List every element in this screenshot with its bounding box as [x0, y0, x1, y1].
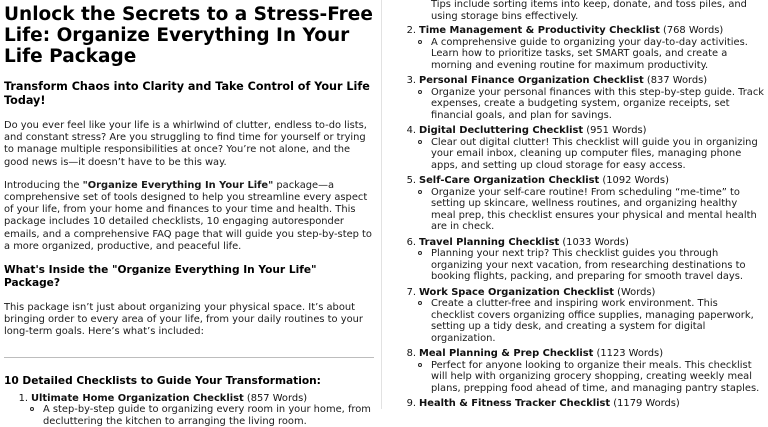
- item-description: Organize your self-care routine! From scheduling “me-time” to setting up skincare, wellness routines, and organizing healthy meal prep, this checklist ensures your physical and mental health are in check.: [431, 186, 757, 232]
- checklist-list-right: [402, 25, 764, 410]
- item-words: (1179 Words): [613, 398, 680, 409]
- circle-bullet-icon: [418, 301, 422, 305]
- list-item: [402, 75, 764, 121]
- item-title: Self-Care Organization Checklist: [419, 175, 600, 186]
- checklist-list-left: [4, 393, 374, 427]
- item-description: Create a clutter-free and inspiring work environment. This checklist covers organizing office supplies, managing paperwork, setting up a tidy desk, and creating a system for digital organization.: [431, 298, 754, 344]
- circle-bullet-icon: [418, 90, 422, 94]
- circle-bullet-icon: [418, 140, 422, 144]
- list-item: [14, 393, 374, 427]
- list-item: [402, 25, 764, 71]
- item-words: (1033 Words): [562, 236, 629, 248]
- item-words: (1092 Words): [602, 175, 669, 186]
- item-description: Perfect for anyone looking to organize their meals. This checklist will help with organizing grocery shopping, creating weekly meal plans, prepping food ahead of time, and managing pantry staples.: [431, 359, 760, 394]
- item-words: (837 Words): [646, 75, 708, 86]
- list-item: [402, 348, 764, 394]
- item-number: 5.: [406, 175, 416, 186]
- item-number: 6.: [406, 236, 416, 248]
- checklists-heading: 10 Detailed Checklists to Guide Your Transformation:: [4, 374, 321, 387]
- continued-description: Tips include sorting items into keep, donate, and toss piles, and using storage bins effectively.: [431, 0, 747, 22]
- circle-bullet-icon: [418, 190, 422, 194]
- item-title: Meal Planning & Prep Checklist: [419, 348, 594, 359]
- item-words: (857 Words): [246, 392, 308, 404]
- item-description: Clear out digital clutter! This checklist will guide you in organizing your email inbox, cleaning up computer files, managing phone apps, and setting up cloud storage for easy access.: [431, 136, 758, 171]
- item-number: 9.: [406, 398, 416, 409]
- list-item: [402, 398, 764, 410]
- item-title: Health & Fitness Tracker Checklist: [419, 398, 611, 409]
- item-title: Travel Planning Checklist: [419, 236, 560, 248]
- intro-paragraph-2: [4, 180, 374, 253]
- item-description: A comprehensive guide to organizing your day-to-day activities. Learn how to prioritize tasks, set SMART goals, and create a morning and evening routine for maximum productivity.: [431, 36, 748, 71]
- circle-bullet-icon: [418, 363, 422, 367]
- item-description: A step-by-step guide to organizing every room in your home, from decluttering the kitchen to arranging the living room.: [43, 404, 371, 427]
- circle-bullet-icon: [418, 251, 422, 255]
- item-words: (Words): [617, 286, 656, 298]
- list-item: [402, 237, 764, 283]
- inside-paragraph: This package isn’t just about organizing your physical space. It’s about bringing order to every area of your life, from your daily routines to your long-term goals. Here’s what’s included:: [4, 302, 363, 338]
- inside-heading: What's Inside the "Organize Everything In Your Life" Package?: [4, 264, 317, 290]
- item-title: Personal Finance Organization Checklist: [419, 75, 644, 86]
- item-title: Time Management & Productivity Checklist: [419, 25, 660, 36]
- list-item: [402, 287, 764, 345]
- item-description: Organize your personal finances with this step-by-step guide. Track expenses, create a budgeting system, organize receipts, set financial goals, and plan for savings.: [431, 86, 764, 121]
- package-name: "Organize Everything In Your Life": [82, 179, 274, 191]
- intro-text-start: Introducing the: [4, 179, 83, 191]
- page-subtitle: Transform Chaos into Clarity and Take Control of Your Life Today!: [4, 80, 370, 107]
- list-item: [402, 125, 764, 171]
- item-description: Planning your next trip? This checklist guides you through organizing your next vacation, from researching destinations to booking flights, packing, and preparing for smooth travel days.: [431, 248, 746, 282]
- item-number: 8.: [406, 348, 416, 359]
- left-column: [4, 0, 374, 427]
- item-title: Work Space Organization Checklist: [419, 286, 614, 298]
- item-words: (1123 Words): [596, 348, 664, 359]
- circle-bullet-icon: [30, 407, 34, 411]
- intro-text-end: package—a comprehensive set of tools designed to help you streamline every aspect of your life, from your home and finances to your time and health. This package includes 10 detailed checklists, 10 engaging autoresponder emails, and a comprehensive FAQ page that will guide you step-by-step to a more organized, productive, and peaceful life.: [4, 179, 372, 252]
- item-words: (768 Words): [663, 25, 724, 36]
- item-title: Ultimate Home Organization Checklist: [31, 392, 244, 404]
- section-divider: [4, 357, 374, 358]
- column-divider: [381, 0, 382, 409]
- list-item: [402, 175, 764, 233]
- page-title: Unlock the Secrets to a Stress-Free Life: Organize Everything In Your Life Package: [4, 4, 373, 67]
- item-title: Digital Decluttering Checklist: [419, 125, 584, 136]
- item-number: 7.: [406, 286, 416, 298]
- item-number: 3.: [406, 75, 416, 86]
- item-number: 1.: [18, 392, 28, 404]
- item-number: 4.: [406, 125, 416, 136]
- intro-paragraph-1: Do you ever feel like your life is a whirlwind of clutter, endless to-do lists, and constant stress? Are you struggling to find time for yourself or trying to manage multiple responsibilities at once? You’re not alone, and the good news is—it doesn’t have to be this way.: [4, 120, 367, 168]
- circle-bullet-icon: [418, 40, 422, 44]
- right-column: [402, 0, 764, 409]
- item-number: 2.: [406, 25, 416, 36]
- item-words: (951 Words): [586, 125, 647, 136]
